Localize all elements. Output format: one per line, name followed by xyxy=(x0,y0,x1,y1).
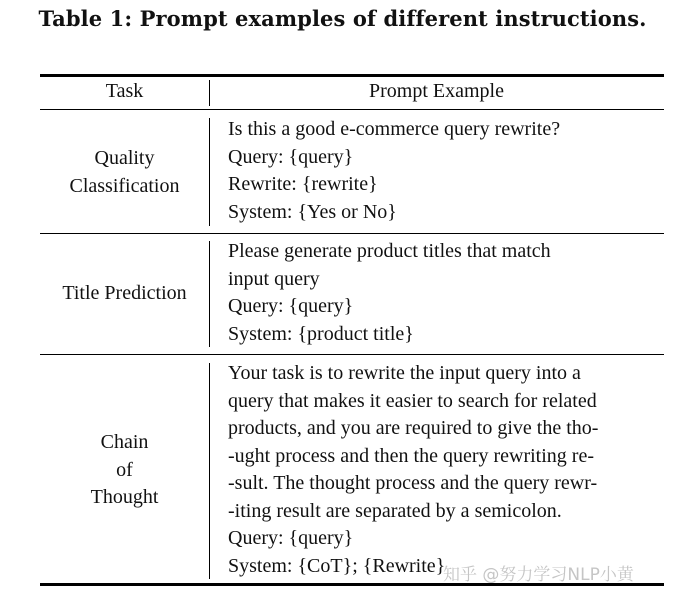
prompt-cell-title-prediction xyxy=(228,238,668,348)
header-task: Task xyxy=(105,80,144,102)
prompt-cell-quality-classification xyxy=(228,116,668,226)
header-prompt-example: Prompt Example xyxy=(369,80,504,102)
task-cell-chain-of-thought xyxy=(40,360,209,581)
prompt-line: Query: {query} xyxy=(228,295,354,317)
prompt-line: -sult. The thought process and the query rewr- xyxy=(228,472,598,494)
prompt-line: System: {Yes or No} xyxy=(228,200,397,223)
task-text: Quality xyxy=(94,147,155,169)
task-text: Classification xyxy=(69,174,180,197)
table-caption: Table 1: Prompt examples of different instructions. xyxy=(38,6,647,31)
header-rule xyxy=(40,109,664,110)
prompt-line: Query: {query} xyxy=(228,145,354,168)
prompt-line: -iting result are separated by a semicolon. xyxy=(228,499,562,522)
task-cell-quality-classification xyxy=(40,116,209,229)
prompt-line: Your task is to rewrite the input query into a xyxy=(228,362,581,384)
watermark: 知乎 @努力学习NLP小黄 xyxy=(443,565,634,585)
task-text: of xyxy=(116,458,133,481)
task-text: Title Prediction xyxy=(62,282,187,305)
top-rule xyxy=(40,74,664,77)
task-text: Thought xyxy=(90,486,159,509)
column-divider xyxy=(209,363,210,579)
row-rule-2 xyxy=(40,354,664,355)
task-cell-title-prediction xyxy=(40,238,209,350)
prompt-line: -ught process and then the query rewriting re- xyxy=(228,444,594,467)
prompt-line: Is this a good e-commerce query rewrite? xyxy=(228,118,561,140)
prompt-line: Please generate product titles that match xyxy=(228,240,551,262)
prompt-cell-chain-of-thought xyxy=(228,360,668,580)
prompt-line: products, and you are required to give the tho- xyxy=(228,417,599,439)
prompt-line: input query xyxy=(228,267,320,290)
prompt-line: Rewrite: {rewrite} xyxy=(228,173,378,195)
prompt-line: System: {product title} xyxy=(228,322,414,345)
prompt-line: System: {CoT}; {Rewrite} xyxy=(228,554,446,577)
row-rule-1 xyxy=(40,233,664,234)
prompt-line: Query: {query} xyxy=(228,527,354,549)
prompt-line: query that makes it easier to search for related xyxy=(228,389,597,412)
column-divider xyxy=(209,118,210,226)
task-text: Chain xyxy=(100,431,149,454)
column-divider xyxy=(209,241,210,347)
